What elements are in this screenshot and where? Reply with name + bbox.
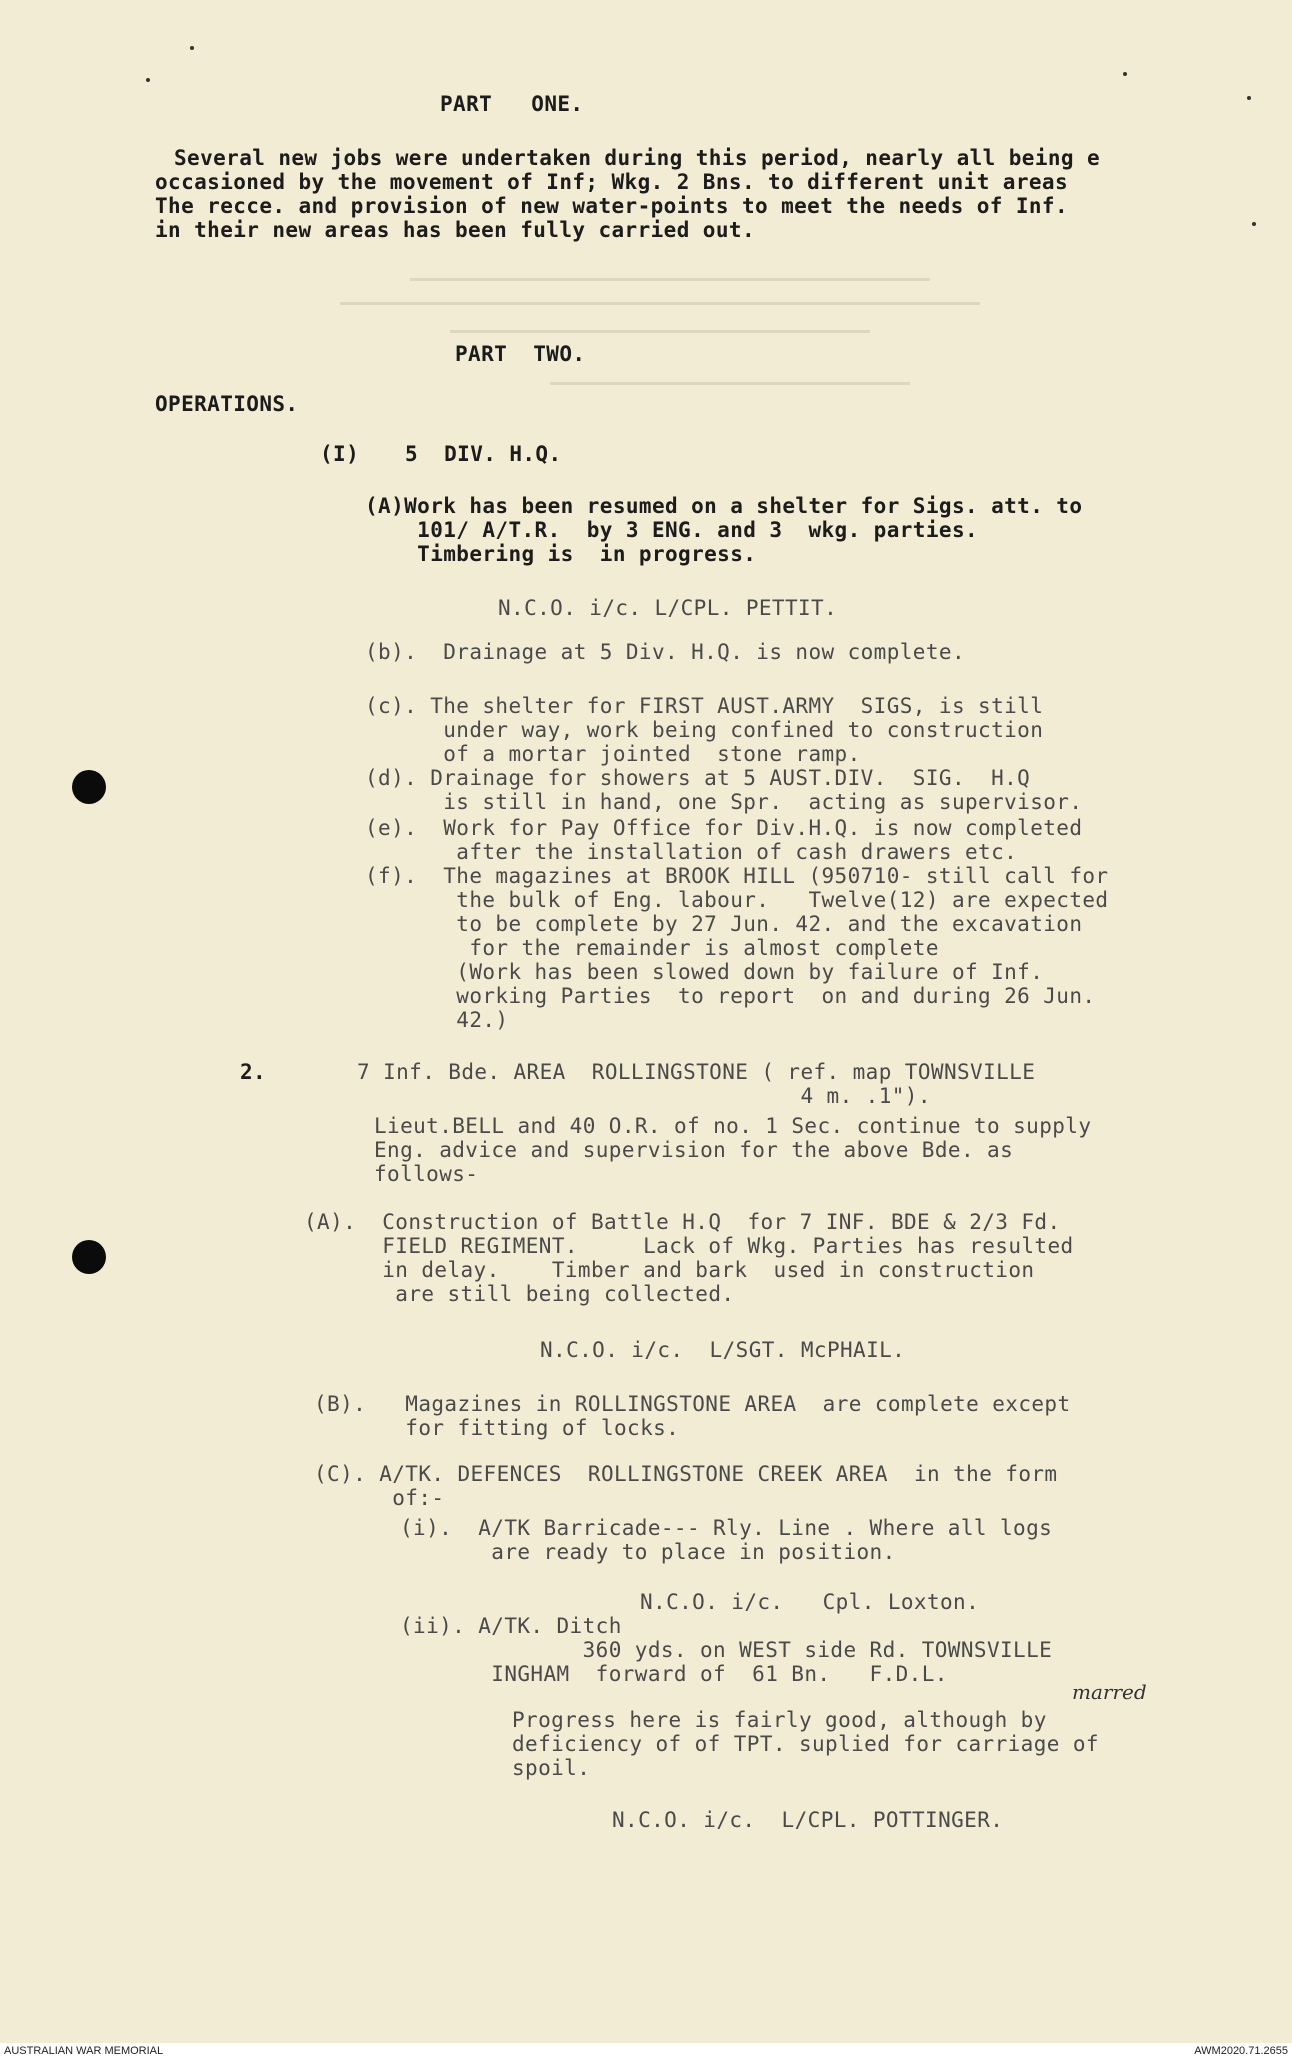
footer-institution: AUSTRALIAN WAR MEMORIAL	[4, 2045, 164, 2057]
part-two-heading: PART TWO.	[455, 342, 586, 366]
operations-label: OPERATIONS.	[155, 392, 299, 416]
text-line: in their new areas has been fully carried out.	[155, 218, 755, 242]
text-line: 7 Inf. Bde. AREA ROLLINGSTONE ( ref. map TOWNSVILLE	[357, 1060, 1036, 1084]
text-line: The recce. and provision of new water-points to meet the needs of Inf.	[155, 194, 1069, 218]
ink-speck	[190, 46, 194, 50]
text-line: is still in hand, one Spr. acting as supervisor.	[365, 790, 1083, 814]
text-line: of:-	[314, 1486, 445, 1510]
text-line: Progress here is fairly good, although by	[512, 1708, 1047, 1732]
text-line: Eng. advice and supervision for the above Bde. as	[374, 1138, 1014, 1162]
text-line: (e). Work for Pay Office for Div.H.Q. is now completed	[365, 816, 1083, 840]
text-line: deficiency of of TPT. suplied for carriage of	[512, 1732, 1099, 1756]
text-line: Lieut.BELL and 40 O.R. of no. 1 Sec. continue to supply	[374, 1114, 1092, 1138]
section-2-number: 2.	[240, 1060, 267, 1084]
text-line: Timbering is in progress.	[365, 542, 757, 566]
text-line: INGHAM forward of 61 Bn. F.D.L.	[400, 1662, 948, 1686]
text-line: (i). A/TK Barricade--- Rly. Line . Where all logs	[400, 1516, 1053, 1540]
nco-loxton: N.C.O. i/c. Cpl. Loxton.	[640, 1590, 980, 1614]
text-line: for fitting of locks.	[314, 1416, 680, 1440]
text-line: (d). Drainage for showers at 5 AUST.DIV. SIG. H.Q	[365, 766, 1031, 790]
section-1-title: 5 DIV. H.Q.	[405, 442, 562, 466]
text-line: follows-	[374, 1162, 479, 1186]
text-line: of a mortar jointed stone ramp.	[365, 742, 861, 766]
section-1-number: (I)	[320, 442, 360, 466]
text-line: (ii). A/TK. Ditch	[400, 1614, 622, 1638]
ink-speck	[1123, 72, 1127, 76]
text-line: (A)Work has been resumed on a shelter for Sigs. att. to	[365, 494, 1083, 518]
text-line: are still being collected.	[304, 1282, 735, 1306]
ink-speck	[146, 78, 150, 82]
text-line: FIELD REGIMENT. Lack of Wkg. Parties has resulted	[304, 1234, 1074, 1258]
text-line: Several new jobs were undertaken during this period, nearly all being e	[174, 146, 1101, 170]
archive-footer	[0, 2043, 1292, 2061]
text-line: (A). Construction of Battle H.Q for 7 INF. BDE & 2/3 Fd.	[304, 1210, 1061, 1234]
nco-pettit: N.C.O. i/c. L/CPL. PETTIT.	[498, 596, 838, 620]
punch-hole	[72, 1240, 106, 1274]
bleed-through	[330, 250, 1030, 400]
text-line: (C). A/TK. DEFENCES ROLLINGSTONE CREEK AREA in the form	[314, 1462, 1058, 1486]
text-line: spoil.	[512, 1756, 591, 1780]
section-1-item-b: (b). Drainage at 5 Div. H.Q. is now complete.	[365, 640, 965, 664]
nco-pottinger: N.C.O. i/c. L/CPL. POTTINGER.	[612, 1808, 1004, 1832]
text-line: 42.)	[365, 1008, 509, 1032]
text-line: the bulk of Eng. labour. Twelve(12) are expected	[365, 888, 1109, 912]
text-line: (f). The magazines at BROOK HILL (950710- still call for	[365, 864, 1109, 888]
text-line: after the installation of cash drawers etc.	[365, 840, 1018, 864]
text-line: (Work has been slowed down by failure of Inf.	[365, 960, 1044, 984]
text-line: to be complete by 27 Jun. 42. and the excavation	[365, 912, 1083, 936]
footer-reference: AWM2020.71.2655	[1194, 2045, 1288, 2057]
ink-speck	[1252, 222, 1256, 226]
text-line: 4 m. .1").	[357, 1084, 931, 1108]
text-line: 101/ A/T.R. by 3 ENG. and 3 wkg. parties.	[365, 518, 979, 542]
punch-hole	[72, 770, 106, 804]
text-line: working Parties to report on and during 26 Jun.	[365, 984, 1096, 1008]
text-line: for the remainder is almost complete	[365, 936, 939, 960]
text-line: are ready to place in position.	[400, 1540, 896, 1564]
text-line: 360 yds. on WEST side Rd. TOWNSVILLE	[400, 1638, 1053, 1662]
text-line: under way, work being confined to construction	[365, 718, 1044, 742]
text-line: in delay. Timber and bark used in construction	[304, 1258, 1035, 1282]
text-line: occasioned by the movement of Inf; Wkg. 2 Bns. to different unit areas	[155, 170, 1069, 194]
nco-mcphail: N.C.O. i/c. L/SGT. McPHAIL.	[540, 1338, 906, 1362]
part-one-heading: PART ONE.	[440, 92, 584, 116]
handwritten-note: marred	[1072, 1680, 1147, 1704]
ink-speck	[1247, 96, 1251, 100]
text-line: (B). Magazines in ROLLINGSTONE AREA are complete except	[314, 1392, 1071, 1416]
text-line: (c). The shelter for FIRST AUST.ARMY SIGS, is still	[365, 694, 1044, 718]
